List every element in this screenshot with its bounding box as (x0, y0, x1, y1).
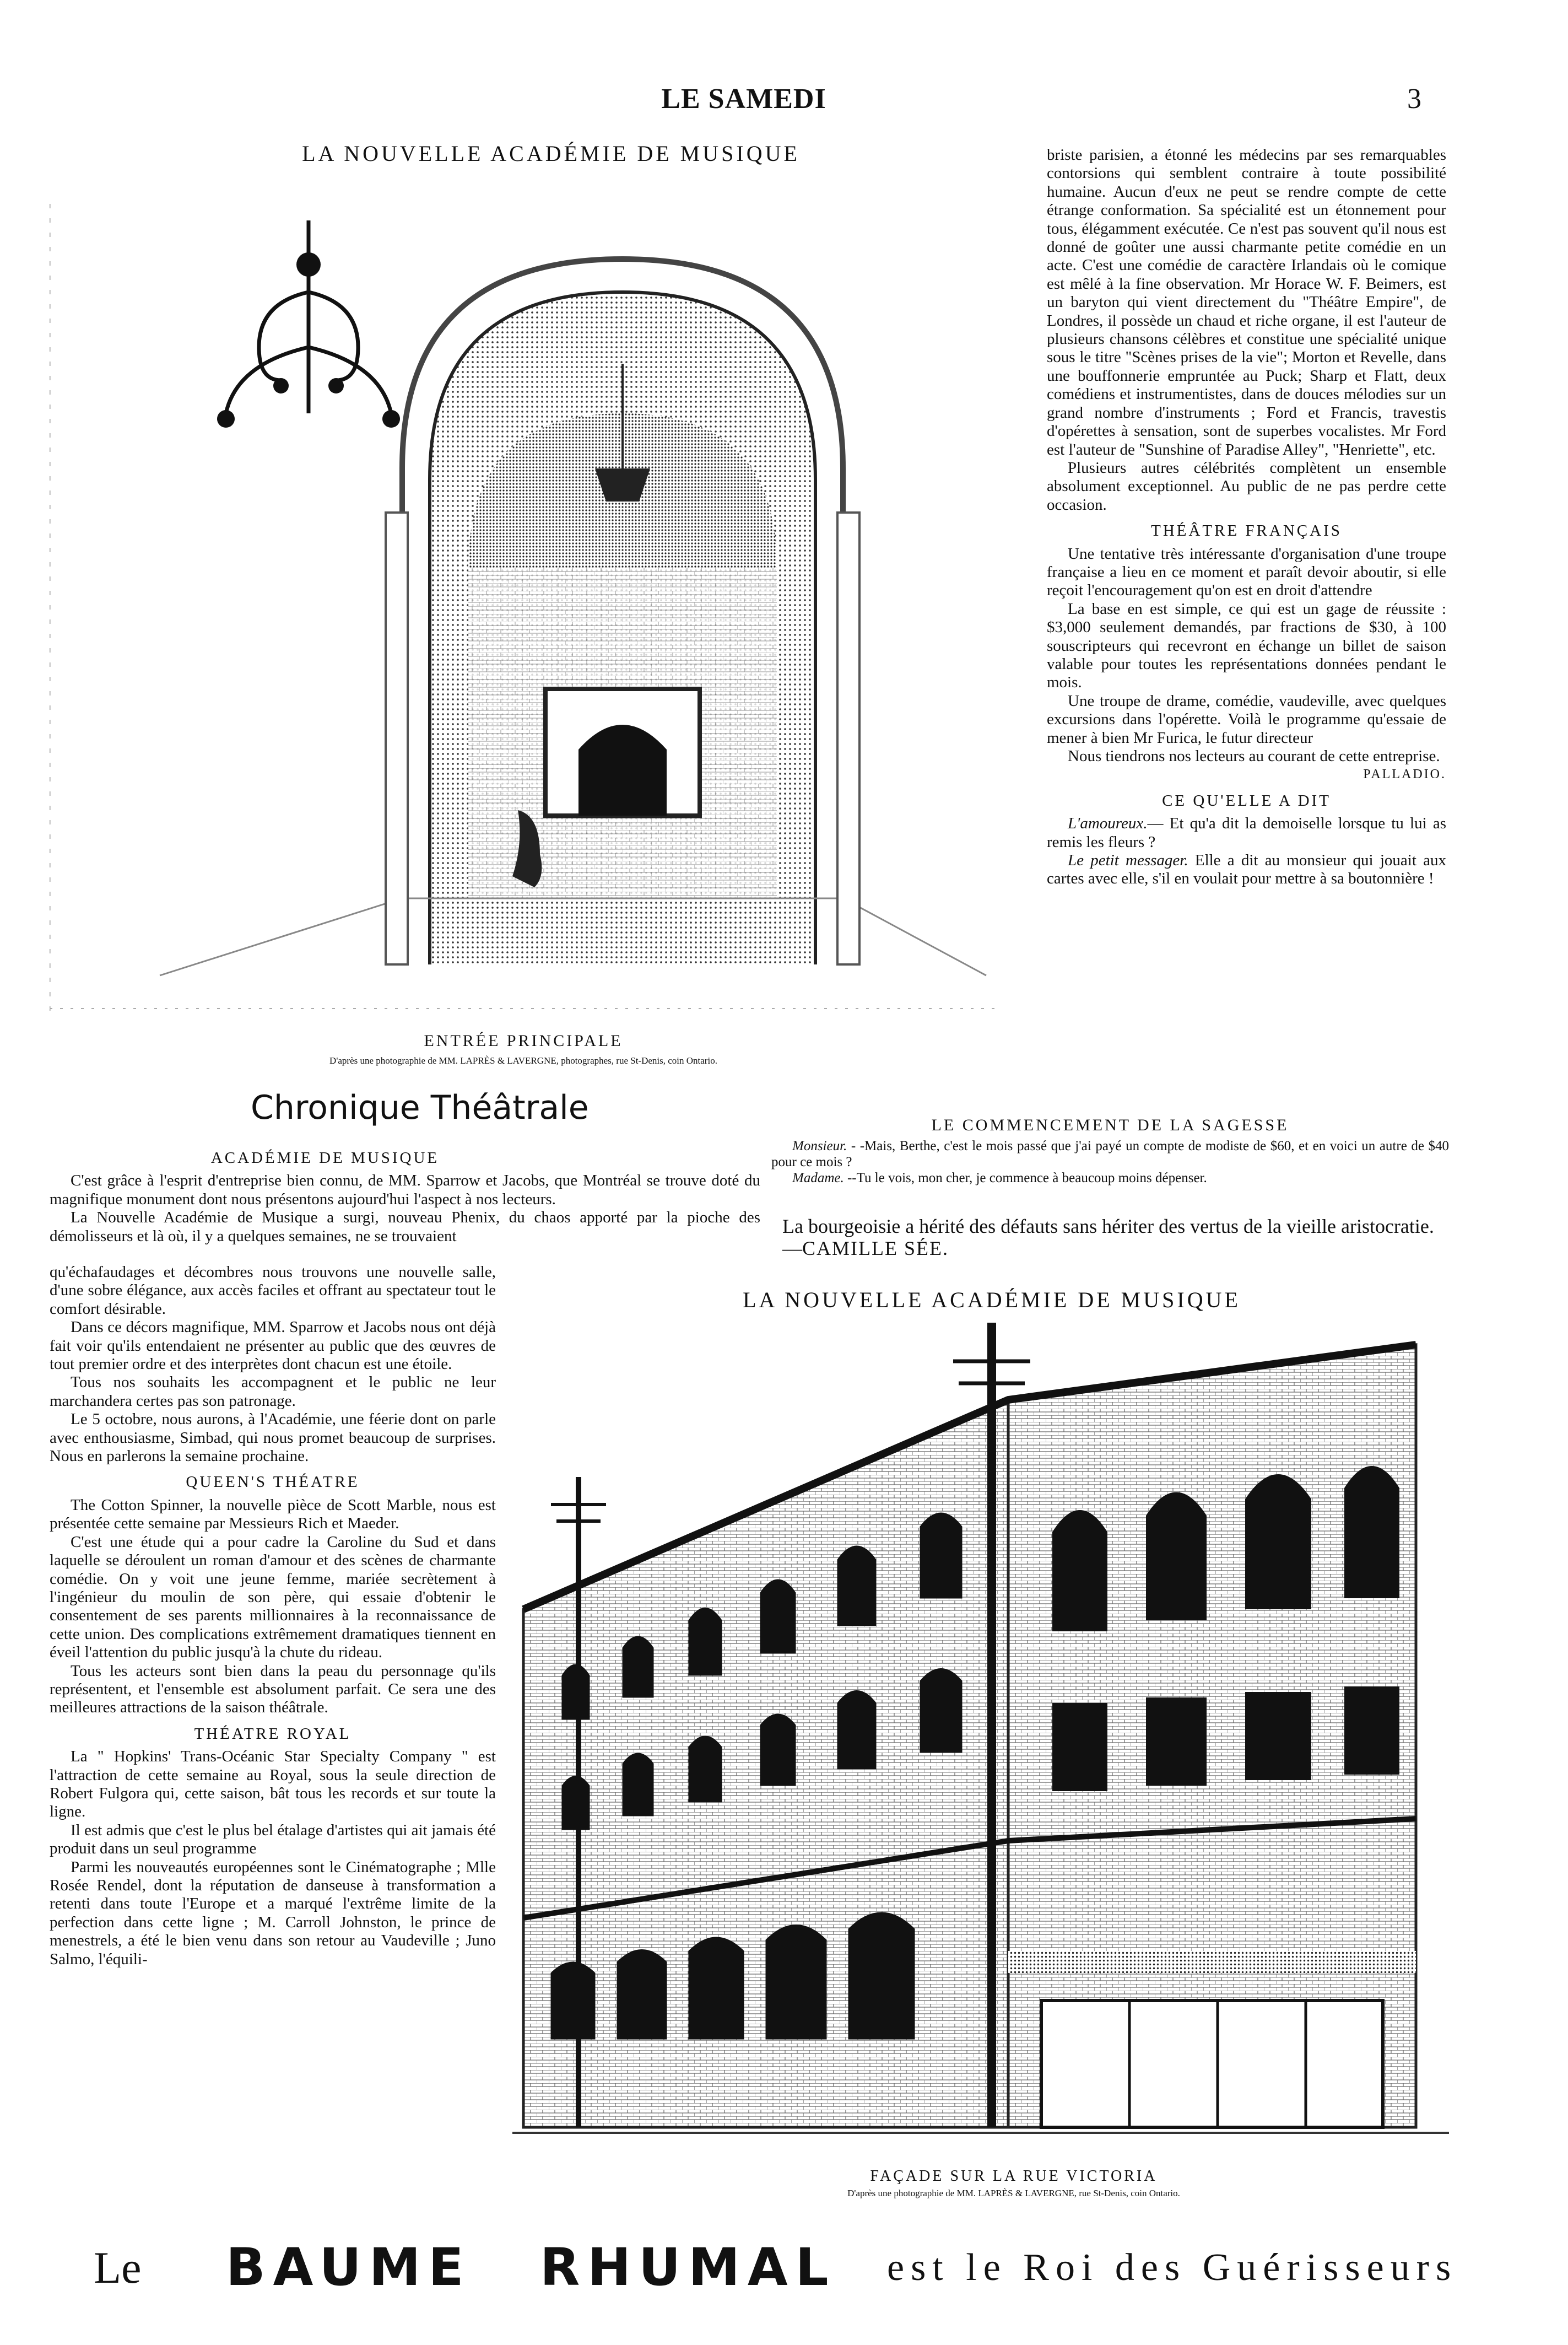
academie-p5: Le 5 octobre, nous aurons, à l'Académie, une féerie dont on parle avec enthousiasme, Simbad, qui nous promet beaucoup de surprises. Nous en parlerons la semaine prochaine. (50, 1410, 496, 1465)
entrance-photo (50, 182, 997, 1020)
ce-quelle-p1-text: — Et qu'a dit la demoiselle lorsque tu lui as remis les fleurs ? (1047, 815, 1446, 851)
bottom-figure-caption: FAÇADE SUR LA RUE VICTORIA (870, 2168, 1158, 2185)
ce-quelle-heading: CE QU'ELLE A DIT (1162, 791, 1331, 810)
queens-p3: Tous les acteurs sont bien dans la peau du personnage qu'ils représentent, et l'ensemble est absolument parfait. Ce sera une des meilleures attractions de la saison théâtrale. (50, 1662, 496, 1717)
theatre-francais-heading: THÉÂTRE FRANÇAIS (1151, 522, 1342, 540)
sagesse-line2 (771, 1170, 1449, 1186)
page-header (0, 83, 1568, 127)
quote (782, 1215, 1449, 1259)
queens-p2: C'est une étude qui a pour cadre la Caroline du Sud et dans laquelle se déroulent un roman d'amour et des scènes de charmante comédie. On y voit une jeune femme, mariée secrètement à l'ingénieur du moulin de son père, qui essaie d'obtenir le consentement de ses parents millionnaires à la reconnaissance de cette union. Des complications extrêmement dramatiques tiennent en éveil l'attention du public jusqu'à la chute du rideau. (50, 1533, 496, 1662)
top-figure-title: LA NOUVELLE ACADÉMIE DE MUSIQUE (302, 141, 800, 166)
sagesse-line1-text: - -Mais, Berthe, c'est le mois passé que j'ai payé un compte de modiste de $60, et en voici un autre de $40 pour ce mois ? (771, 1139, 1449, 1169)
theatre-francais-p1: Une tentative très intéressante d'organisation d'une troupe française a lieu en ce moment et paraît devoir aboutir, si elle reçoit l'encouragement qu'on est en droit d'attendre (1047, 545, 1446, 600)
ad-brand-baume: BAUME (226, 2238, 472, 2298)
advertisement (28, 2235, 1537, 2301)
ce-quelle-p1 (1047, 815, 1446, 851)
bottom-figure-title: LA NOUVELLE ACADÉMIE DE MUSIQUE (743, 1287, 1241, 1312)
sagesse-line1 (771, 1138, 1449, 1170)
page-number: 3 (1407, 83, 1421, 115)
sagesse-line2-label: Madame. (792, 1171, 844, 1185)
signature: PALLADIO. (1363, 767, 1446, 782)
right-column-intro: briste parisien, a étonné les médecins par ses remarquables contorsions qui semblent contraire à toute possibilité humaine. Aucun d'eux ne peut se rendre compte de cette étrange conformation. Sa spécialité est un étonnement pour tous, élégamment exécutée. Ce n'est pas souvent qu'il nous est donné de goûter une aussi charmante petite comédie en un acte. C'est une comédie de caractère Irlandais où le comique est mêlé à la fine observation. Mr Horace W. F. Beimers, est un baryton qui vient directement du "Théâtre Empire", de Londres, il possède un chaud et riche organe, il est l'auteur de plusieurs chansons célèbres et constitue une spécialité unique sous le titre "Scènes prises de la vie"; Morton et Revelle, dans une bouffonnerie empruntée au Puck; Sharp et Flatt, deux comédiens et instrumentistes, dans de douces mélodies sur un grand nombre d'instruments ; Ford et Francis, travestis d'opérettes à sensation, sont de superbes vocalistes. Mr Ford est l'auteur de "Sunshine of Paradise Alley", "Henriette", etc. (1047, 146, 1446, 459)
ad-slogan: est le Roi des Guérisseurs (887, 2246, 1458, 2289)
sagesse-line2-text: --Tu le vois, mon cher, je commence à beaucoup moins dépenser. (844, 1171, 1207, 1185)
sagesse-block (771, 1116, 1449, 1186)
ad-word-le: Le (94, 2242, 142, 2293)
theatre-francais-p2: La base en est simple, ce qui est un gage de réussite : $3,000 seulement demandés, par fractions de $30, à 100 souscripteurs qui recevront en échange un billet de saison valable pour toutes les représentations données pendant le mois. (1047, 600, 1446, 692)
sagesse-line1-label: Monsieur. (792, 1139, 847, 1153)
top-figure-credit: D'après une photographie de MM. LAPRÈS & LAVERGNE, photographes, rue St-Denis, coin Ontario. (329, 1055, 717, 1066)
academie-p4: Tous nos souhaits les accompagnent et le public ne leur marchandera certes pas son patronage. (50, 1373, 496, 1410)
entrance-illustration (50, 182, 997, 1020)
masthead: LE SAMEDI (661, 83, 826, 115)
theatre-francais-p3: Une troupe de drame, comédie, vaudeville, avec quelques excursions dans l'opérette. Voilà le programme qu'essaie de mener à bien Mr Furica, le futur directeur (1047, 692, 1446, 747)
chronique-title: Chronique Théâtrale (251, 1088, 589, 1127)
academie-heading: ACADÉMIE DE MUSIQUE (210, 1149, 440, 1167)
ad-brand-rhumal: RHUMAL (540, 2238, 836, 2298)
academie-p2a: La Nouvelle Académie de Musique a surgi, nouveau Phenix, du chaos apporté par la pioche des démolisseurs et là où, il y a quelques semaines, ne se trouvaient (50, 1209, 760, 1245)
facade-photo (512, 1323, 1449, 2155)
ce-quelle-p1-label: L'amoureux. (1068, 815, 1148, 833)
right-column (1047, 146, 1446, 888)
bottom-figure-credit: D'après une photographie de MM. LAPRÈS & LAVERGNE, rue St-Denis, coin Ontario. (847, 2188, 1180, 2198)
quote-text: La bourgeoisie a hérité des défauts sans hériter des vertus de la vieille aristocratie.— (782, 1215, 1434, 1259)
royal-p2: Il est admis que c'est le plus bel étalage d'artistes qui ait jamais été produit dans un seul programme (50, 1821, 496, 1858)
right-column-intro-2: Plusieurs autres célébrités complètent un ensemble absolument exceptionnel. Au public de ne pas perdre cette occasion. (1047, 459, 1446, 514)
queens-heading: QUEEN'S THÉATRE (186, 1473, 360, 1491)
academie-p1: C'est grâce à l'esprit d'entreprise bien connu, de MM. Sparrow et Jacobs, que Montréal se trouve doté du magnifique monument dont nous présentons aujourd'hui l'aspect à nos lecteurs. (50, 1172, 760, 1208)
academie-p3: Dans ce décors magnifique, MM. Sparrow et Jacobs nous ont déjà fait voir qu'ils entendaient ne présenter au public que des œuvres de tout premier ordre et des interprètes dont chacun est une étoile. (50, 1318, 496, 1373)
royal-p1: La " Hopkins' Trans-Océanic Star Specialty Company " est l'attraction de cette semaine au Royal, sous la seule direction de Robert Fulgora qui, cette saison, bât tous les records et sur toute la ligne. (50, 1748, 496, 1821)
theatre-francais-p4: Nous tiendrons nos lecteurs au courant de cette entreprise. (1068, 747, 1440, 765)
queens-p1: The Cotton Spinner, la nouvelle pièce de Scott Marble, nous est présentée cette semaine par Messieurs Rich et Maeder. (50, 1496, 496, 1533)
royal-p3: Parmi les nouveautés européennes sont le Cinématographe ; Mlle Rosée Rendel, dont la réputation de danseuse à transformation a retenti dans toute l'Europe et a marqué l'extrême limite de la perfection dans cette ligne ; M. Carroll Johnston, le prince de menestrels, a été le bien venu dans son retour au Vaudeville ; Juno Salmo, l'équili- (50, 1858, 496, 1968)
ce-quelle-p2 (1047, 851, 1446, 888)
academie-p2b: qu'échafaudages et décombres nous trouvons une nouvelle salle, d'une sobre élégance, aux accès faciles et offrant au spectateur tout le comfort désirable. (50, 1263, 496, 1318)
sagesse-text (771, 1138, 1449, 1186)
academie-intro (50, 1149, 760, 1246)
ce-quelle-p2-label: Le petit messager. (1068, 851, 1188, 870)
left-column (50, 1263, 496, 1969)
facade-illustration (512, 1323, 1449, 2155)
top-figure-caption: ENTRÉE PRINCIPALE (424, 1032, 623, 1050)
quote-author: CAMILLE SÉE. (802, 1237, 949, 1259)
ce-quelle-p2-text: Elle a dit au monsieur qui jouait aux cartes avec elle, s'il en voulait pour mettre à sa boutonnière ! (1047, 851, 1446, 888)
sagesse-heading: LE COMMENCEMENT DE LA SAGESSE (931, 1116, 1289, 1134)
royal-heading: THÉATRE ROYAL (194, 1724, 352, 1743)
